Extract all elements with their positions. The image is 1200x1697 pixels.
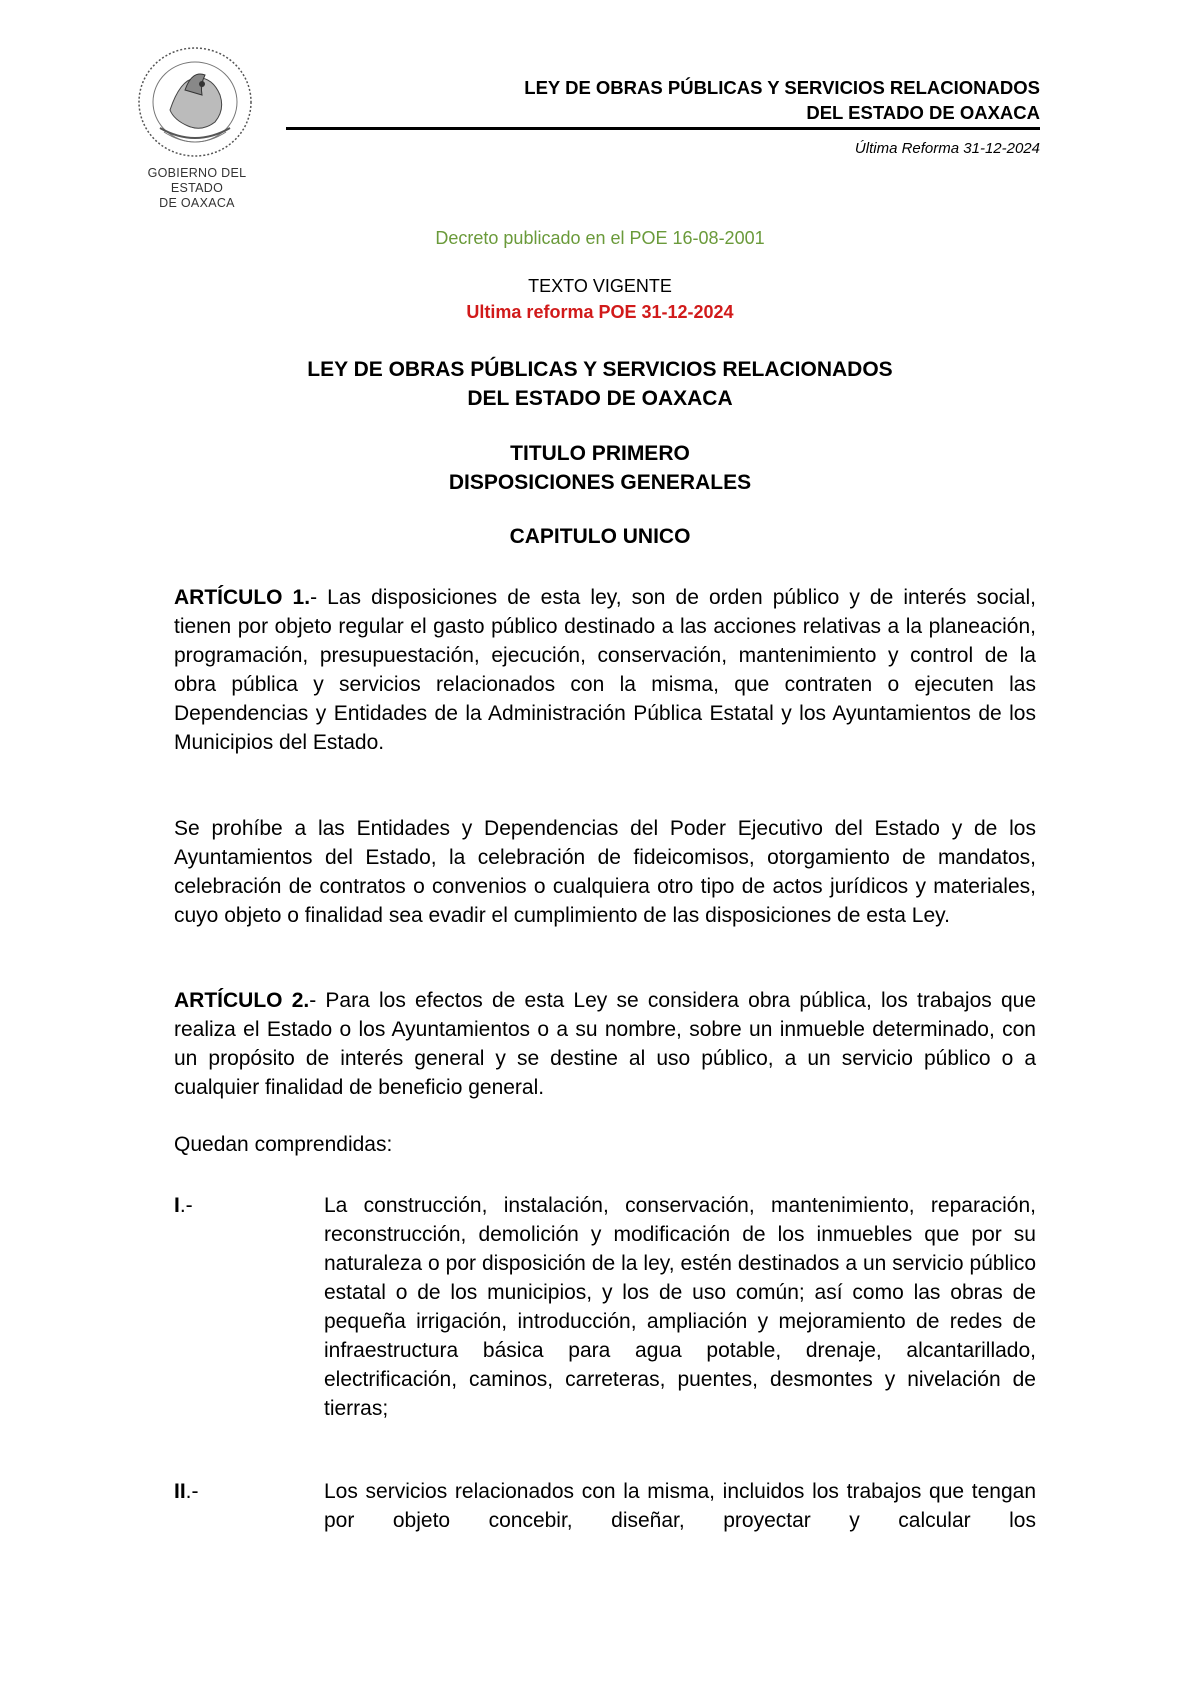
article-1-paragraph-2: Se prohíbe a las Entidades y Dependencias del Poder Ejecutivo del Estado y de los Ayuntamientos del Estado, la celebración de fideicomisos, otorgamiento de mandatos, celebración de contratos o convenios o cualquiera otro tipo de actos jurídicos y materiales, cuyo objeto o finalidad sea evadir el cumplimiento de las disposiciones de esta Ley. — [174, 817, 1036, 927]
item-text: Los servicios relacionados con la misma, incluidos los trabajos que tengan por objeto concebir, diseñar, proyectar y calcular los — [324, 1480, 1036, 1532]
quedan-comprendidas: Quedan comprendidas: — [174, 1133, 393, 1156]
article-2 — [174, 986, 1036, 1102]
last-reform-date: Última Reforma 31-12-2024 — [854, 140, 1040, 157]
ultima-reforma: Ultima reforma POE 31-12-2024 — [466, 302, 734, 322]
texto-vigente: TEXTO VIGENTE — [528, 276, 672, 296]
titulo-heading: TITULO PRIMERO DISPOSICIONES GENERALES — [448, 442, 752, 494]
article-1-text: - Las disposiciones de esta ley, son de orden público y de interés social, tienen por objeto regular el gasto público destinado a las acciones relativas a la planeación, programación, presupuestación, ejecución, conservación, mantenimiento y control de la obra pública y servicios relacionados con la misma, que contraten o ejecuten las Dependencias y Entidades de la Administración Pública Estatal y los Ayuntamientos de los Municipios del Estado. — [174, 586, 1036, 754]
capitulo-heading: CAPITULO UNICO — [509, 525, 691, 548]
article-1 — [174, 583, 1036, 757]
coat-of-arms-seal — [130, 40, 260, 160]
running-header-title: LEY DE OBRAS PÚBLICAS Y SERVICIOS RELACIONADOS DEL ESTADO DE OAXACA — [524, 77, 1040, 123]
item-number: II.- — [174, 1480, 199, 1503]
government-label: GOBIERNO DEL ESTADO DE OAXACA — [147, 166, 247, 210]
article-2-text: - Para los efectos de esta Ley se considera obra pública, los trabajos que realiza el Estado o los Ayuntamientos o a su nombre, sobre un inmueble determinado, con un propósito de interés general y se destine al uso público, a un servicio público o a cualquier finalidad de beneficio general. — [174, 989, 1036, 1099]
header-divider — [286, 127, 1040, 130]
decree-publication: Decreto publicado en el POE 16-08-2001 — [435, 228, 765, 248]
item-text: La construcción, instalación, conservación, mantenimiento, reparación, reconstrucción, demolición y modificación de los inmuebles que por su naturaleza o por disposición de la ley, estén destinados a un servicio público estatal o de los municipios, y los de uso común; así como las obras de pequeña irrigación, introducción, ampliación y mejoramiento de redes de infraestructura básica para agua potable, drenaje, alcantarillado, electrificación, caminos, carreteras, puentes, desmontes y nivelación de tierras; — [324, 1194, 1036, 1420]
law-title: LEY DE OBRAS PÚBLICAS Y SERVICIOS RELACIONADOS DEL ESTADO DE OAXACA — [307, 358, 893, 410]
article-1-label: ARTÍCULO 1. — [174, 586, 311, 609]
item-number: I.- — [174, 1194, 193, 1217]
article-2-label: ARTÍCULO 2. — [174, 989, 310, 1012]
